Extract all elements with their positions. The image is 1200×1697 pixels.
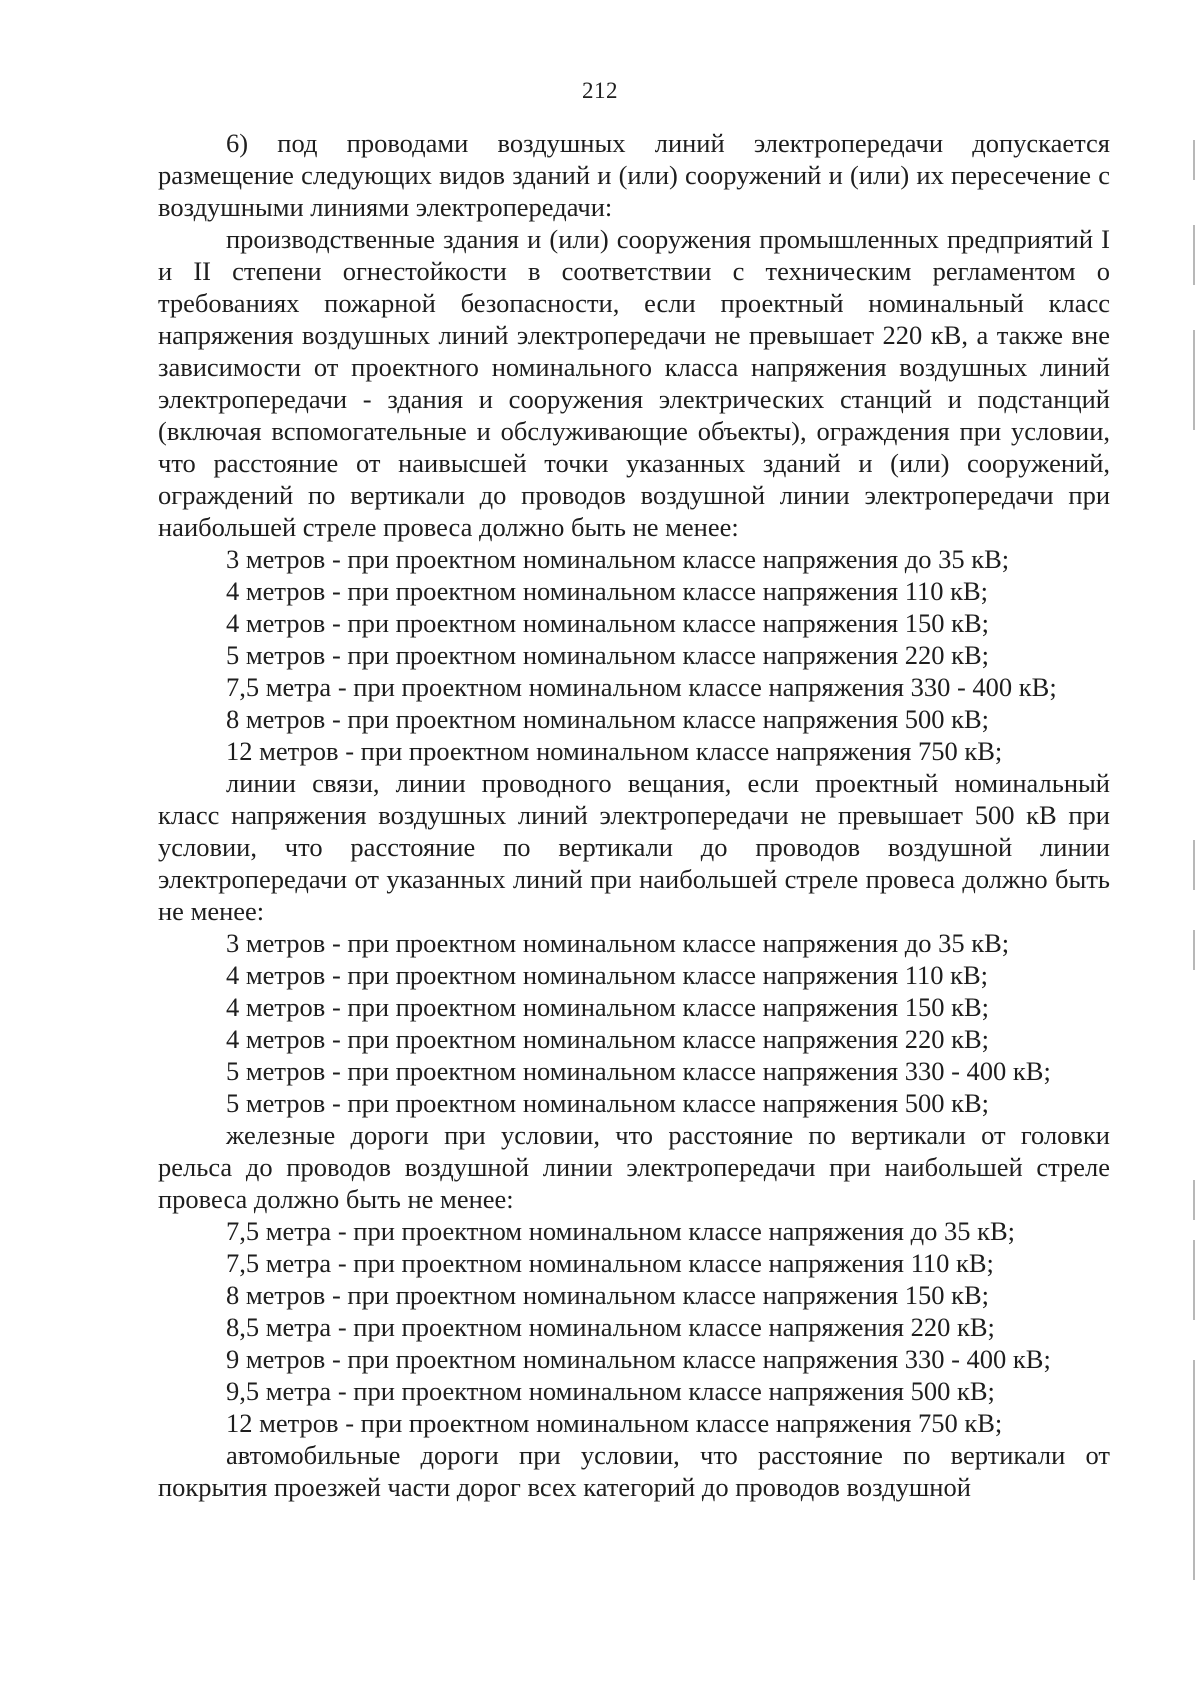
list-item: 7,5 метра - при проектном номинальном классе напряжения 110 кВ; [226,1248,994,1278]
scan-artifact [1193,1180,1195,1220]
list-item: 4 метров - при проектном номинальном классе напряжения 110 кВ; [226,576,989,606]
list-item: 9,5 метра - при проектном номинальном классе напряжения 500 кВ; [226,1376,995,1406]
railways-distance-list [158,1215,1110,1439]
list-item: 9 метров - при проектном номинальном классе напряжения 330 - 400 кВ; [226,1344,1051,1374]
communication-lines-paragraph: линии связи, линии проводного вещания, если проектный номинальный класс напряжения воздушных линий электропередачи не превышает 500 кВ при условии, что расстояние по вертикали до проводов воздушной линии электропередачи от указанных линий при наибольшей стреле провеса должно быть не менее: [158,768,1110,926]
communication-distance-list [158,927,1110,1119]
list-item: 3 метров - при проектном номинальном классе напряжения до 35 кВ; [226,544,1010,574]
railways-paragraph: железные дороги при условии, что расстояние по вертикали от головки рельса до проводов воздушной линии электропередачи при наибольшей стреле провеса должно быть не менее: [158,1120,1110,1214]
page-number: 212 [582,78,618,103]
industrial-buildings-paragraph: производственные здания и (или) сооружения промышленных предприятий I и II степени огнестойкости в соответствии с техническим регламентом о требованиях пожарной безопасности, если проектный номинальный класс напряжения воздушных линий электропередачи не превышает 220 кВ, а также вне зависимости от проектного номинального класса напряжения воздушных линий электропередачи - здания и сооружения электрических станций и подстанций (включая вспомогательные и обслуживающие объекты), ограждения при условии, что расстояние от наивысшей точки указанных зданий и (или) сооружений, ограждений по вертикали до проводов воздушной линии электропередачи при наибольшей стреле провеса должно быть не менее: [158,224,1110,542]
list-item: 8 метров - при проектном номинальном классе напряжения 500 кВ; [226,704,990,734]
scan-artifact [1193,140,1195,180]
industrial-distance-list [158,543,1110,767]
list-item: 12 метров - при проектном номинальном классе напряжения 750 кВ; [226,736,1003,766]
list-item: 4 метров - при проектном номинальном классе напряжения 110 кВ; [226,960,989,990]
list-item: 7,5 метра - при проектном номинальном классе напряжения до 35 кВ; [226,1216,1015,1246]
list-item: 12 метров - при проектном номинальном классе напряжения 750 кВ; [226,1408,1003,1438]
intro-paragraph: 6) под проводами воздушных линий электропередачи допускается размещение следующих видов зданий и (или) сооружений и (или) их пересечение с воздушными линиями электропередачи: [158,128,1110,222]
list-item: 8 метров - при проектном номинальном классе напряжения 150 кВ; [226,1280,990,1310]
list-item: 5 метров - при проектном номинальном классе напряжения 220 кВ; [226,640,990,670]
scan-artifact [1193,330,1195,430]
document-body [158,127,1110,1503]
list-item: 5 метров - при проектном номинальном классе напряжения 500 кВ; [226,1088,990,1118]
list-item: 3 метров - при проектном номинальном классе напряжения до 35 кВ; [226,928,1010,958]
list-item: 4 метров - при проектном номинальном классе напряжения 150 кВ; [226,992,990,1022]
list-item: 7,5 метра - при проектном номинальном классе напряжения 330 - 400 кВ; [226,672,1057,702]
scan-artifact [1193,840,1195,890]
list-item: 4 метров - при проектном номинальном классе напряжения 220 кВ; [226,1024,990,1054]
scan-artifact [1193,1360,1195,1580]
list-item: 5 метров - при проектном номинальном классе напряжения 330 - 400 кВ; [226,1056,1051,1086]
list-item: 8,5 метра - при проектном номинальном классе напряжения 220 кВ; [226,1312,995,1342]
scan-artifact [1193,1240,1195,1320]
scan-artifact [1193,930,1195,970]
scan-artifact [1193,225,1195,285]
roads-paragraph: автомобильные дороги при условии, что расстояние по вертикали от покрытия проезжей части дорог всех категорий до проводов воздушной [158,1440,1110,1502]
list-item: 4 метров - при проектном номинальном классе напряжения 150 кВ; [226,608,990,638]
